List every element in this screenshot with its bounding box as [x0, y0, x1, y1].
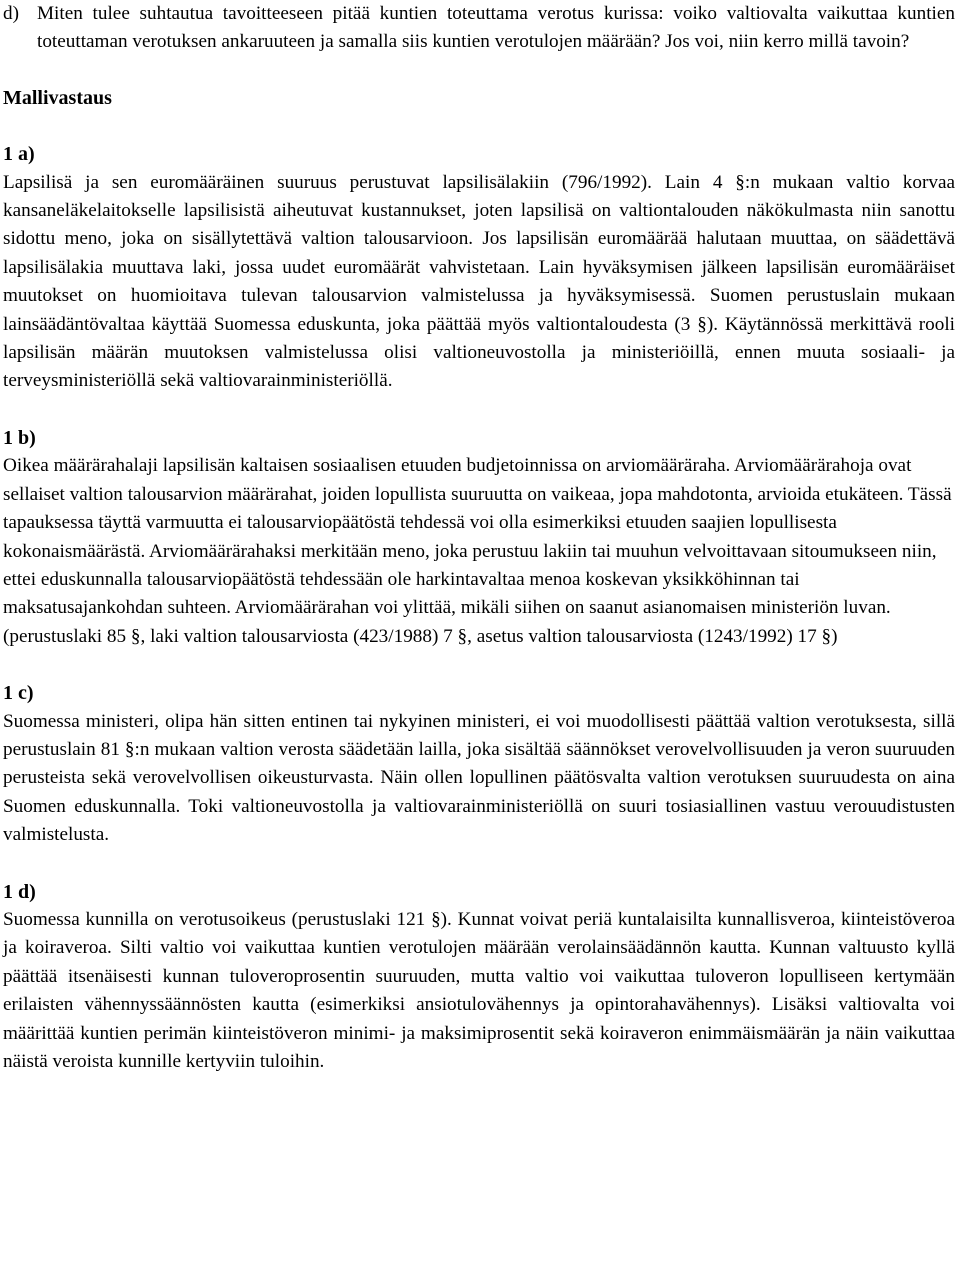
section-text: Suomessa ministeri, olipa hän sitten entinen tai nykyinen ministeri, ei voi muodollisesti päättää valtion verotuksesta, sillä perustuslain 81 §:n mukaan valtion verosta säädetään lailla, joka sisältää säännökset verovelvollisuuden ja veron suuruuden perusteista sekä verovelvollisen oikeusturvasta. Näin ollen lopullinen päätösvalta valtion verotuksen suuruudesta on aina Suomen eduskunnalla. Toki valtioneuvostolla ja valtiovarainministeriöllä on suuri tosiasiallinen vastuu verouudistusten valmistelusta.: [3, 710, 955, 846]
section-label: 1 b): [3, 426, 36, 449]
section-label: 1 c): [3, 682, 34, 705]
section-1c: [3, 679, 955, 849]
section-1b: [3, 424, 955, 651]
question-label: d): [3, 3, 19, 24]
section-label: 1 a): [3, 143, 35, 166]
section-text: Lapsilisä ja sen euromääräinen suuruus perustuvat lapsilisälakiin (796/1992). Lain 4 §:n mukaan valtio korvaa kansaneläkelaitokselle lapsilisistä aiheutuvat kustannukset, joten lapsilisä on valtiontalouden näkökulmasta niin sanottu sidottu meno, joka on sisällytettävä valtion talousarvioon. Jos lapsilisän euromäärää halutaan muuttaa, on säädettävä lapsilisälakia muuttava laki, jossa uudet euromäärät vahvistetaan. Lain hyväksymisen jälkeen lapsilisän euromääräiset muutokset on huomioitava tulevan talousarvion valmistelussa ja hyväksymisessä. Suomen perustuslain mukaan lainsäädäntövaltaa käyttää Suomessa eduskunta, joka päättää myös valtiontaloudesta (3 §). Käytännössä merkittävä rooli lapsilisän määrän muutoksen valmistelussa olisi valtioneuvostolla ja ministeriöillä, ennen muuta sosiaali- ja terveysministeriöllä sekä valtiovarainministeriöllä.: [3, 171, 955, 392]
section-1a: [3, 140, 955, 396]
question-text: Miten tulee suhtautua tavoitteeseen pitää kuntien toteuttama verotus kurissa: voiko valtiovalta vaikuttaa kuntien toteuttaman verotuksen ankaruuteen ja samalla siis kuntien verotulojen määrään? Jos voi, niin kerro millä tavoin?: [37, 3, 955, 53]
section-text: Suomessa kunnilla on verotusoikeus (perustuslaki 121 §). Kunnat voivat periä kuntalaisilta kunnallisveroa, kiinteistöveroa ja koiraveroa. Silti valtio voi vaikuttaa kuntien verotulojen määrään verolainsäädännön kautta. Kunnan valtuusto kyllä päättää itsenäisesti kunnan tuloveroprosentin suuruuden, mutta valtio voi vaikuttaa tuloveron lopulliseen kertymään erilaisten vähennyssäännösten kautta (esimerkiksi ansiotulovähennys ja opintorahavähennys). Lisäksi valtiovalta voi määrittää kuntien perimän kiinteistöveron minimi- ja maksimiprosentit sekä koiraveron enimmäismäärän ja näin vaikuttaa näistä veroista kunnille kertyviin tuloihin.: [3, 908, 955, 1072]
section-1d: [3, 878, 955, 1077]
question-block: [3, 0, 955, 57]
document-page: [3, 0, 955, 1076]
model-answer-heading: Mallivastaus: [3, 86, 112, 109]
section-text: Oikea määrärahalaji lapsilisän kaltaisen sosiaalisen etuuden budjetoinnissa on arviomääräraha. Arviomäärärahoja ovat sellaiset valtion talousarvion määrärahat, joiden lopullista suuruutta on vaikeaa, jopa mahdotonta, arvioida etukäteen. Tässä tapauksessa täyttä varmuutta ei talousarviopäätöstä tehdessä voi olla esimerkiksi etuuden saajien lopullisesta kokonaismäärästä. Arviomäärärahaksi merkitään meno, joka perustuu lakiin tai muuhun velvoittavaan sitoumukseen niin, ettei eduskunnalla talousarviopäätöstä tehdessään ole harkintavaltaa menoa koskevan yksikköhinnan tai maksatusajankohdan suhteen. Arviomäärärahan voi ylittää, mikäli siihen on saanut asianomaisen ministeriön luvan. (perustuslaki 85 §, laki valtion talousarviosta (423/1988) 7 §, asetus valtion talousarviosta (1243/1992) 17 §): [3, 455, 952, 647]
section-label: 1 d): [3, 880, 36, 903]
